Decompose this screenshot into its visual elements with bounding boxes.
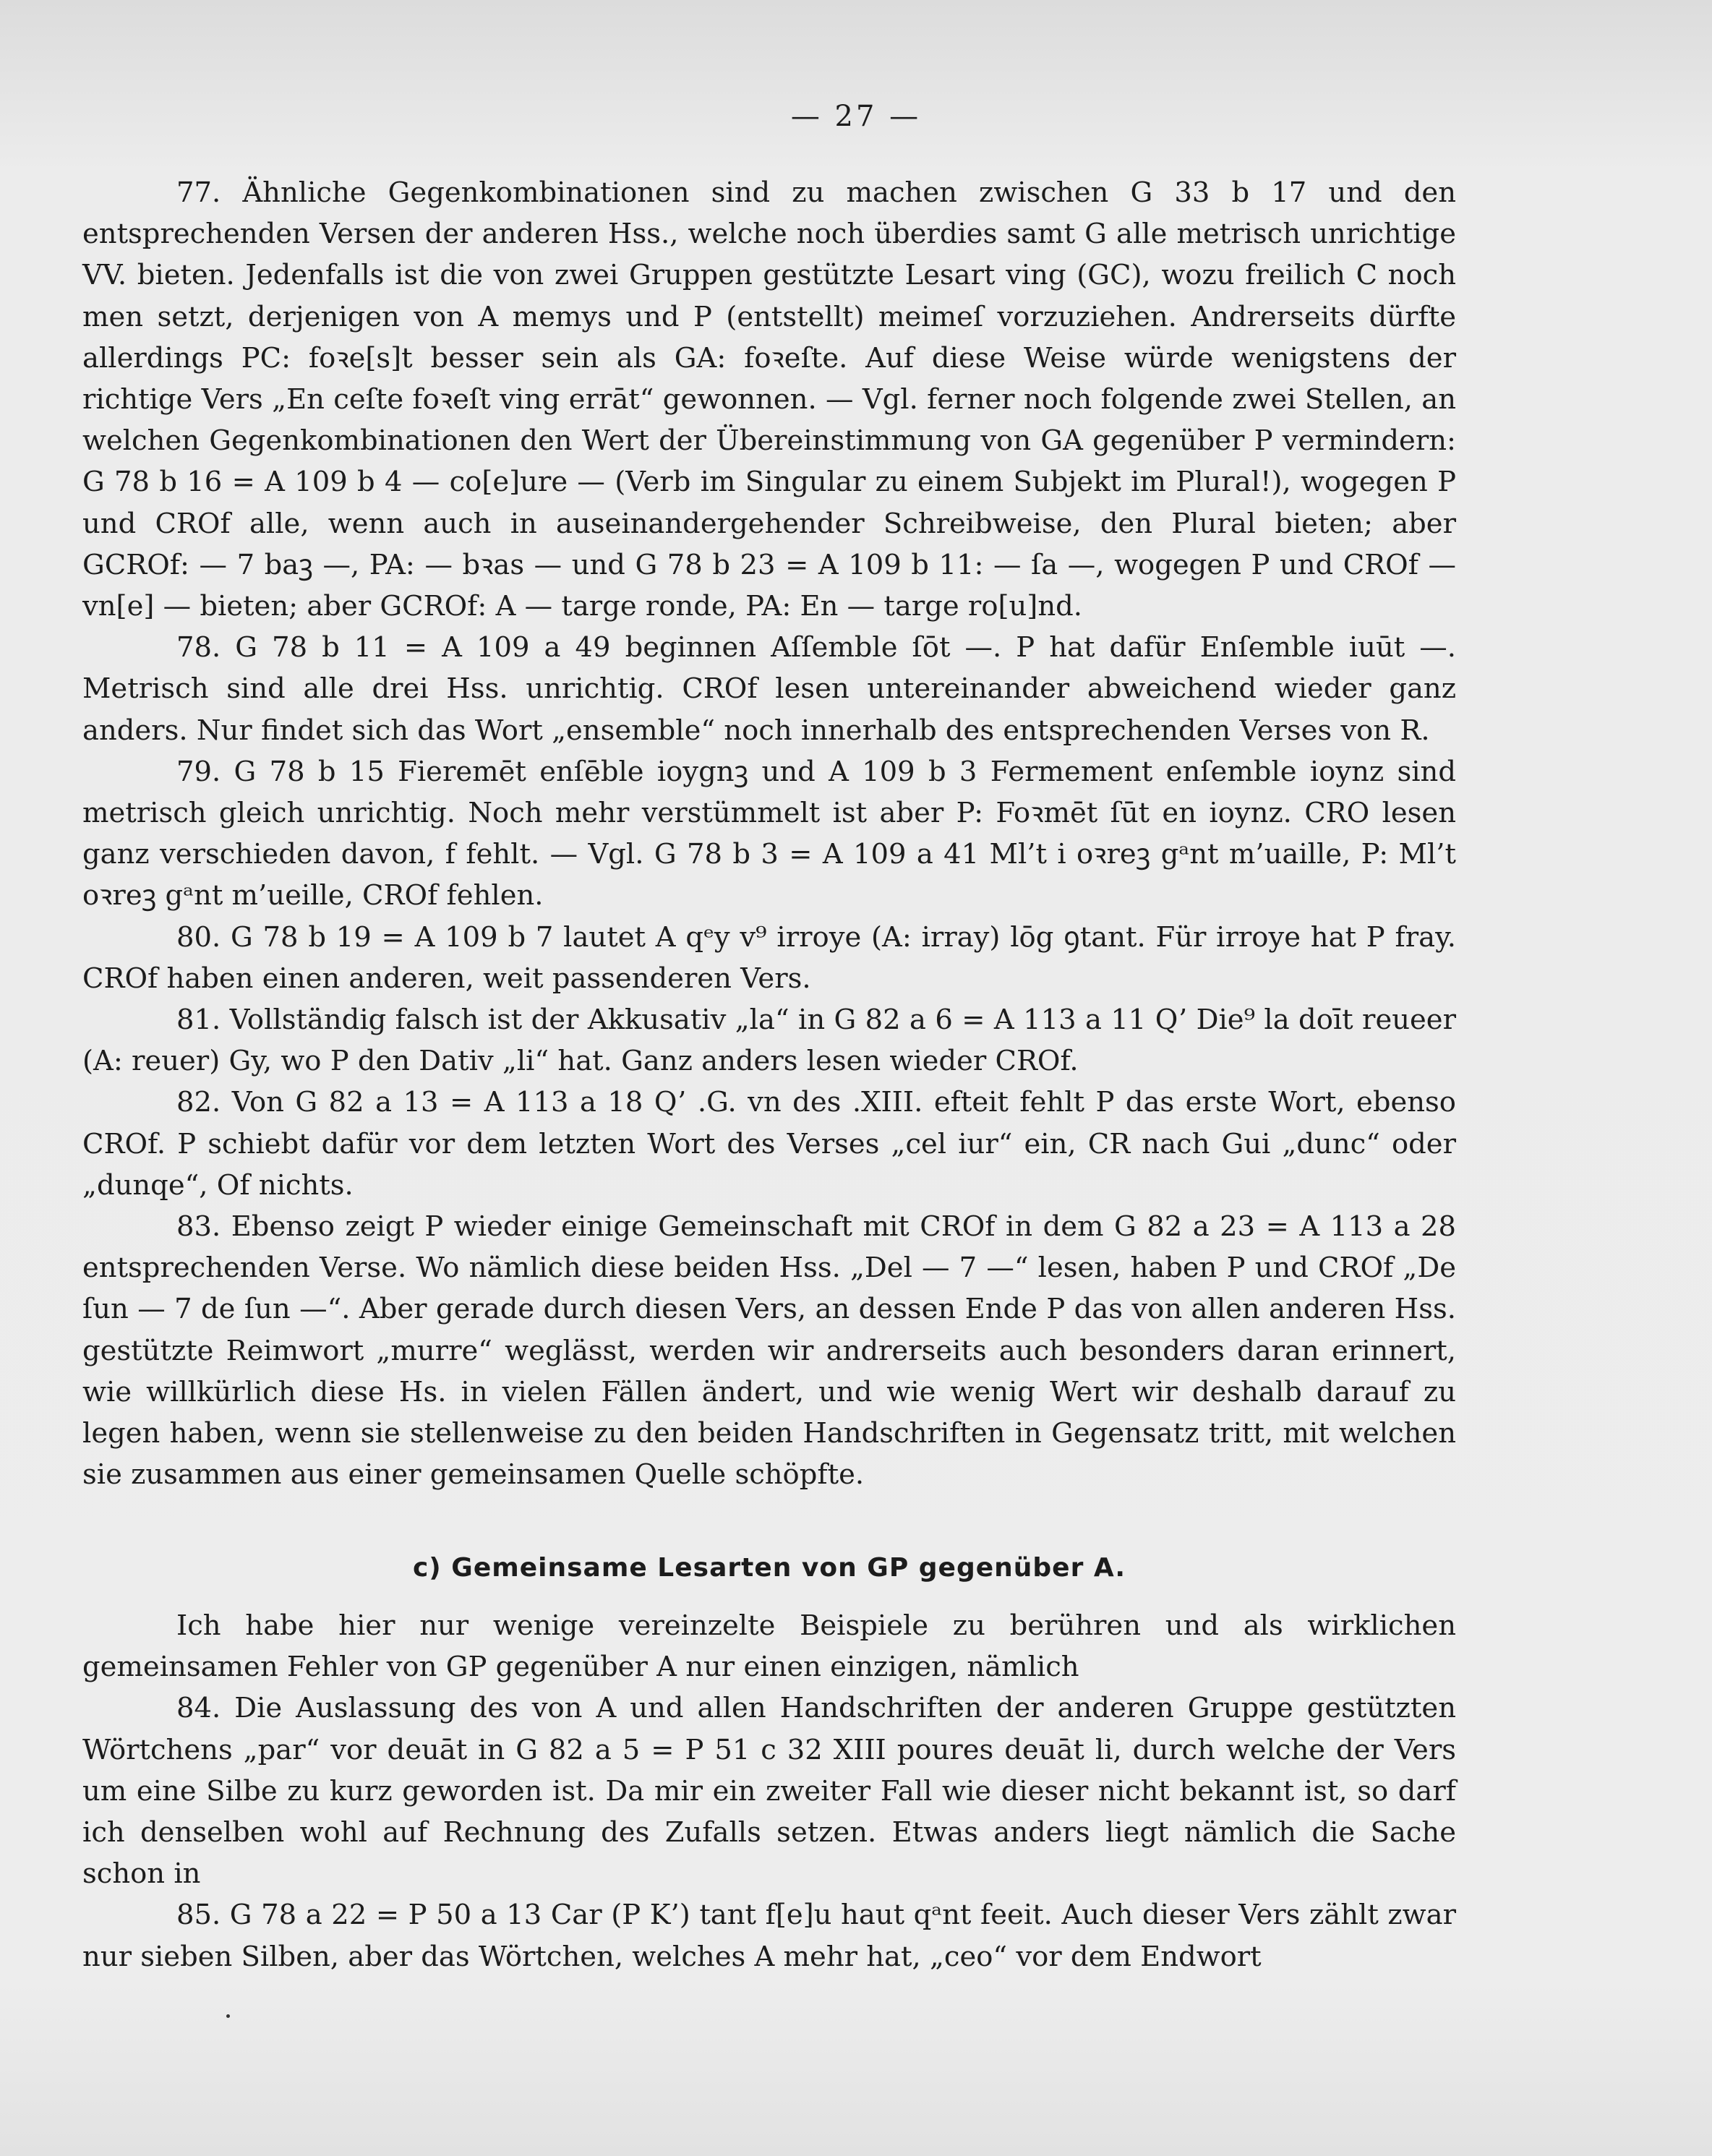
section-text [82, 1605, 1456, 1977]
section-heading: c) Gemeinsame Lesarten von GP gegenüber A. [412, 1553, 1126, 1583]
paragraph-intro: Ich habe hier nur wenige vereinzelte Beispiele zu berühren und als wirklichen gemeinsamen Fehler von GP gegenüber A nur einen einzigen, nämlich [82, 1609, 1456, 1684]
page-number: — 27 — [790, 100, 922, 133]
paragraph-78: 78. G 78 b 11 = A 109 a 49 beginnen Aſſemble ſōt —. P hat dafür Enſemble iuūt —. Metrisch sind alle drei Hss. unrichtig. CROf lesen untereinander abweichend wieder ganz anders. Nur findet sich das Wort „ensemble“ noch innerhalb des entsprechenden Verses von R. [82, 631, 1456, 747]
main-text [82, 172, 1456, 1496]
paragraph-83: 83. Ebenso zeigt P wieder einige Gemeinschaft mit CROf in dem G 82 a 23 = A 113 a 28 entsprechenden Verse. Wo nämlich diese beiden Hss. „Del — 7 —“ lesen, haben P und CROf „De ſun — 7 de ſun —“. Aber gerade durch diesen Vers, an dessen Ende P das von allen anderen Hss. gestützte Reimwort „murre“ weglässt, werden wir andrerseits auch besonders daran erinnert, wie willkürlich diese Hs. in vielen Fällen ändert, und wie wenig Wert wir deshalb darauf zu legen haben, wenn sie stellenweise zu den beiden Handschriften in Gegensatz tritt, mit welchen sie zusammen aus einer gemeinsamen Quelle schöpfte. [82, 1210, 1456, 1492]
paragraph-77: 77. Ähnliche Gegenkombinationen sind zu machen zwischen G 33 b 17 und den entsprechenden Versen der anderen Hss., welche noch überdies samt G alle metrisch unrichtige VV. bieten. Jedenfalls ist die von zwei Gruppen gestützte Lesart ving (GC), wozu freilich C noch men setzt, derjenigen von A memys und P (entstellt) meimeſ vorzuziehen. Andrerseits dürfte allerdings PC: foꝛe[s]t besser sein als GA: foꝛeſte. Auf diese Weise würde wenigstens der richtige Vers „En ceſte foꝛeſt ving errāt“ gewonnen. — Vgl. ferner noch folgende zwei Stellen, an welchen Gegenkombinationen den Wert der Übereinstimmung von GA gegenüber P vermindern: G 78 b 16 = A 109 b 4 — co[e]ure — (Verb im Singular zu einem Subjekt im Plural!), wogegen P und CROf alle, wenn auch in auseinandergehender Schreibweise, den Plural bieten; aber GCROf: — 7 baꝫ —, PA: — bꝛas — und G 78 b 23 = A 109 b 11: — ſa —, wogegen P und CROf — vn[e] — bieten; aber GCROf: A — targe ronde, PA: En — targe ro[u]nd. [82, 176, 1456, 623]
paragraph-82: 82. Von G 82 a 13 = A 113 a 18 Q’ .G. vn des .XIII. efteit fehlt P das erste Wort, ebenso CROf. P schiebt dafür vor dem letzten Wort des Verses „cel iur“ ein, CR nach Gui „dunc“ oder „dunqe“, Of nichts. [82, 1086, 1456, 1202]
paragraph-80: 80. G 78 b 19 = A 109 b 7 lautet A qᵉy v⁹ irroye (A: irray) lōg ꝯtant. Für irroye hat P fray. CROf haben einen anderen, weit passenderen Vers. [82, 920, 1456, 995]
paragraph-84: 84. Die Auslassung des von A und allen Handschriften der anderen Gruppe gestützten Wörtchens „par“ vor deuāt in G 82 a 5 = P 51 c 32 XIII poures deuāt li, durch welche der Vers um eine Silbe zu kurz geworden ist. Da mir ein zweiter Fall wie dieser nicht bekannt ist, so darf ich denselben wohl auf Rechnung des Zufalls setzen. Etwas anders liegt nämlich die Sache schon in [82, 1692, 1456, 1891]
paragraph-81: 81. Vollständig falsch ist der Akkusativ „la“ in G 82 a 6 = A 113 a 11 Q’ Die⁹ la doīt reueer (A: reuer) Gy, wo P den Dativ „li“ hat. Ganz anders lesen wieder CROf. [82, 1004, 1456, 1078]
paragraph-85: 85. G 78 a 22 = P 50 a 13 Car (P K’) tant f[e]u haut qᵃnt feeit. Auch dieser Vers zählt zwar nur sieben Silben, aber das Wörtchen, welches A mehr hat, „ceo“ vor dem Endwort [82, 1899, 1456, 1973]
ink-speck [226, 2014, 230, 2018]
paragraph-79: 79. G 78 b 15 Fieremēt enſēble ioygnꝫ und A 109 b 3 Fermement enſemble ioynz sind metrisch gleich unrichtig. Noch mehr verstümmelt ist aber P: Foꝛmēt ſūt en ioynz. CRO lesen ganz verschieden davon, f fehlt. — Vgl. G 78 b 3 = A 109 a 41 Ml’t i oꝛreꝫ gᵃnt m’uaille, P: Ml’t oꝛreꝫ gᵃnt m’ueille, CROf fehlen. [82, 755, 1456, 912]
